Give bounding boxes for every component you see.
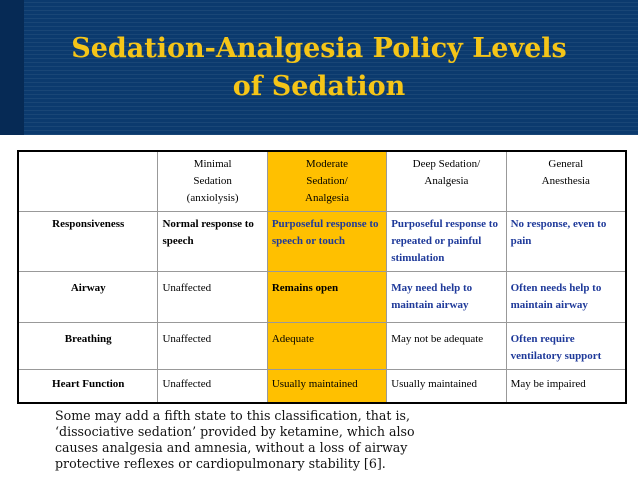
header-accent-bar <box>0 0 24 135</box>
table-row <box>18 272 626 323</box>
table-row <box>18 370 626 404</box>
cell-moderate: Adequate <box>267 323 386 370</box>
cell-minimal: Unaffected <box>158 272 267 323</box>
row-label: Responsiveness <box>18 212 158 272</box>
cell-deep: May need help to maintain airway <box>387 272 506 323</box>
row-label: Airway <box>18 272 158 323</box>
cell-general: Often needs help to maintain airway <box>506 272 626 323</box>
cell-moderate: Remains open <box>267 272 386 323</box>
cell-minimal: Unaffected <box>158 370 267 404</box>
cell-general: May be impaired <box>506 370 626 404</box>
footnote-line: causes analgesia and amnesia, without a loss of airway <box>55 440 408 455</box>
title-line-1: Sedation-Analgesia Policy Levels <box>71 33 567 64</box>
cell-moderate: Usually maintained <box>267 370 386 404</box>
title-line-2: of Sedation <box>232 71 406 102</box>
table-row <box>18 212 626 272</box>
cell-deep: Usually maintained <box>387 370 506 404</box>
footnote-line: ‘dissociative sedation’ provided by ketamine, which also <box>55 424 415 439</box>
table-row <box>18 323 626 370</box>
header-deep: Deep Sedation/ Analgesia <box>387 151 506 212</box>
header-minimal: Minimal Sedation (anxiolysis) <box>158 151 267 212</box>
table-header-row <box>18 151 626 212</box>
header-general: General Anesthesia <box>506 151 626 212</box>
cell-general: No response, even to pain <box>506 212 626 272</box>
footnote-line: protective reflexes or cardiopulmonary stability [6]. <box>55 456 386 471</box>
cell-deep: May not be adequate <box>387 323 506 370</box>
sedation-levels-table <box>17 150 627 404</box>
footnote-text <box>55 408 615 472</box>
cell-minimal: Normal response to speech <box>158 212 267 272</box>
cell-deep: Purposeful response to repeated or painful stimulation <box>387 212 506 272</box>
slide-title <box>30 30 608 106</box>
row-label: Breathing <box>18 323 158 370</box>
cell-moderate: Purposeful response to speech or touch <box>267 212 386 272</box>
row-label: Heart Function <box>18 370 158 404</box>
footnote-line: Some may add a fifth state to this classification, that is, <box>55 408 410 423</box>
cell-minimal: Unaffected <box>158 323 267 370</box>
cell-general: Often require ventilatory support <box>506 323 626 370</box>
header-moderate: Moderate Sedation/ Analgesia <box>267 151 386 212</box>
header-empty-cell <box>18 151 158 212</box>
